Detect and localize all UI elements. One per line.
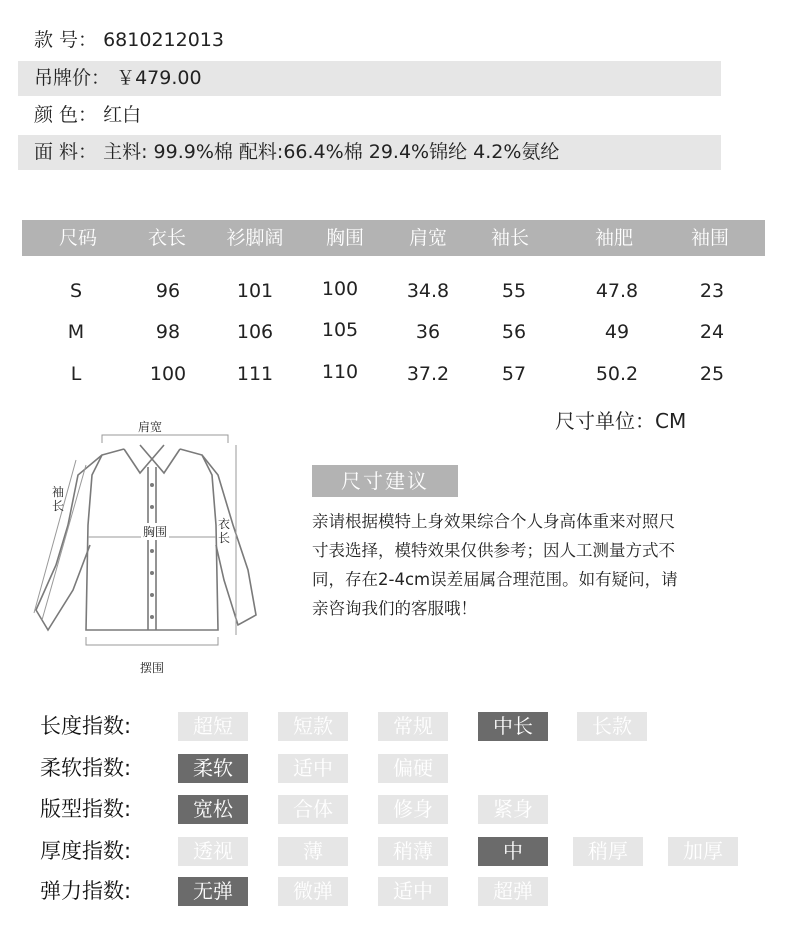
chip-thickness-0: 透视 xyxy=(178,837,248,866)
chip-softness-1: 适中 xyxy=(278,754,348,783)
index-length-label: 长度指数: xyxy=(40,714,132,738)
fabric-value: 主料: 99.9%棉 配料:66.4%棉 29.4%锦纶 4.2%氨纶 xyxy=(103,141,560,163)
diagram-label-chest: 胸围 xyxy=(143,525,168,539)
header-sleeve-length: 袖长 xyxy=(490,227,530,249)
chip-elasticity-3: 超弹 xyxy=(478,877,548,906)
index-fit-label: 版型指数: xyxy=(40,797,132,821)
header-hem-width: 衫脚阔 xyxy=(226,227,284,249)
diagram-label-sleeve: 袖长 xyxy=(52,485,65,513)
size-cell: 49 xyxy=(604,321,630,343)
style-number-value: 6810212013 xyxy=(103,29,224,51)
index-elasticity-label: 弹力指数: xyxy=(40,879,132,903)
chip-thickness-1: 薄 xyxy=(278,837,348,866)
size-cell: 24 xyxy=(699,321,725,343)
size-table-header xyxy=(22,220,765,256)
chip-fit-2: 修身 xyxy=(378,795,448,824)
size-advice-text xyxy=(312,507,732,623)
size-cell: S xyxy=(69,280,83,302)
header-size: 尺码 xyxy=(58,227,98,249)
color-value: 红白 xyxy=(103,104,142,126)
size-cell: 100 xyxy=(149,363,187,385)
chip-length-4: 长款 xyxy=(577,712,647,741)
header-shoulder: 肩宽 xyxy=(408,227,448,249)
size-cell: 56 xyxy=(501,321,527,343)
diagram-label-shoulder: 肩宽 xyxy=(138,420,163,434)
size-cell: 96 xyxy=(155,280,181,302)
size-advice-title: 尺寸建议 xyxy=(312,465,458,497)
size-unit-label: 尺寸单位：CM xyxy=(555,409,687,433)
chip-thickness-5: 加厚 xyxy=(668,837,738,866)
diagram-label-hem: 摆围 xyxy=(140,661,165,675)
header-chest: 胸围 xyxy=(325,227,365,249)
chip-elasticity-2: 适中 xyxy=(378,877,448,906)
size-cell: 98 xyxy=(155,321,181,343)
shirt-outline-icon xyxy=(28,415,268,677)
size-cell: 106 xyxy=(236,321,274,343)
header-cuff: 袖围 xyxy=(690,227,730,249)
size-cell: 111 xyxy=(236,363,274,385)
size-cell: 25 xyxy=(699,363,725,385)
size-cell: 100 xyxy=(321,278,359,300)
color-label: 颜 色： xyxy=(34,104,98,126)
size-cell: M xyxy=(67,321,85,343)
style-number-label: 款 号： xyxy=(34,29,98,51)
chip-length-0: 超短 xyxy=(178,712,248,741)
chip-softness-2: 偏硬 xyxy=(378,754,448,783)
index-thickness-label: 厚度指数: xyxy=(40,839,132,863)
chip-fit-0: 宽松 xyxy=(178,795,248,824)
chip-softness-0: 柔软 xyxy=(178,754,248,783)
shirt-measurement-diagram xyxy=(28,415,268,677)
fabric-row xyxy=(18,135,721,170)
chip-fit-1: 合体 xyxy=(278,795,348,824)
size-cell: 110 xyxy=(321,361,359,383)
chip-elasticity-0: 无弹 xyxy=(178,877,248,906)
header-sleeve-width: 袖肥 xyxy=(594,227,634,249)
price-label: 吊牌价： xyxy=(34,67,111,89)
chip-length-2: 常规 xyxy=(378,712,448,741)
chip-length-1: 短款 xyxy=(278,712,348,741)
size-cell: 36 xyxy=(415,321,441,343)
chip-thickness-4: 稍厚 xyxy=(573,837,643,866)
size-cell: 23 xyxy=(699,280,725,302)
color-row xyxy=(18,98,721,133)
advice-line: 亲请根据模特上身效果综合个人身高体重来对照尺 xyxy=(312,512,675,531)
size-cell: 37.2 xyxy=(406,363,450,385)
style-number-row xyxy=(18,23,721,58)
price-value: ￥479.00 xyxy=(116,67,202,89)
size-cell: 50.2 xyxy=(595,363,639,385)
size-cell: L xyxy=(70,363,82,385)
advice-line: 同，存在2-4cm误差届属合理范围。如有疑问，请 xyxy=(312,570,678,589)
price-row xyxy=(18,61,721,96)
size-cell: 55 xyxy=(501,280,527,302)
diagram-label-length: 衣长 xyxy=(218,517,231,545)
chip-length-3: 中长 xyxy=(478,712,548,741)
advice-line: 亲咨询我们的客服哦！ xyxy=(312,599,477,618)
size-cell: 105 xyxy=(321,319,359,341)
chip-elasticity-1: 微弹 xyxy=(278,877,348,906)
chip-fit-3: 紧身 xyxy=(478,795,548,824)
header-length: 衣长 xyxy=(147,227,187,249)
size-cell: 47.8 xyxy=(595,280,639,302)
chip-thickness-2: 稍薄 xyxy=(378,837,448,866)
chip-thickness-3: 中 xyxy=(478,837,548,866)
advice-line: 寸表选择，模特效果仅供参考；因人工测量方式不 xyxy=(312,541,675,560)
size-cell: 101 xyxy=(236,280,274,302)
size-cell: 57 xyxy=(501,363,527,385)
fabric-label: 面 料： xyxy=(34,141,98,163)
index-softness-label: 柔软指数: xyxy=(40,756,132,780)
size-cell: 34.8 xyxy=(406,280,450,302)
